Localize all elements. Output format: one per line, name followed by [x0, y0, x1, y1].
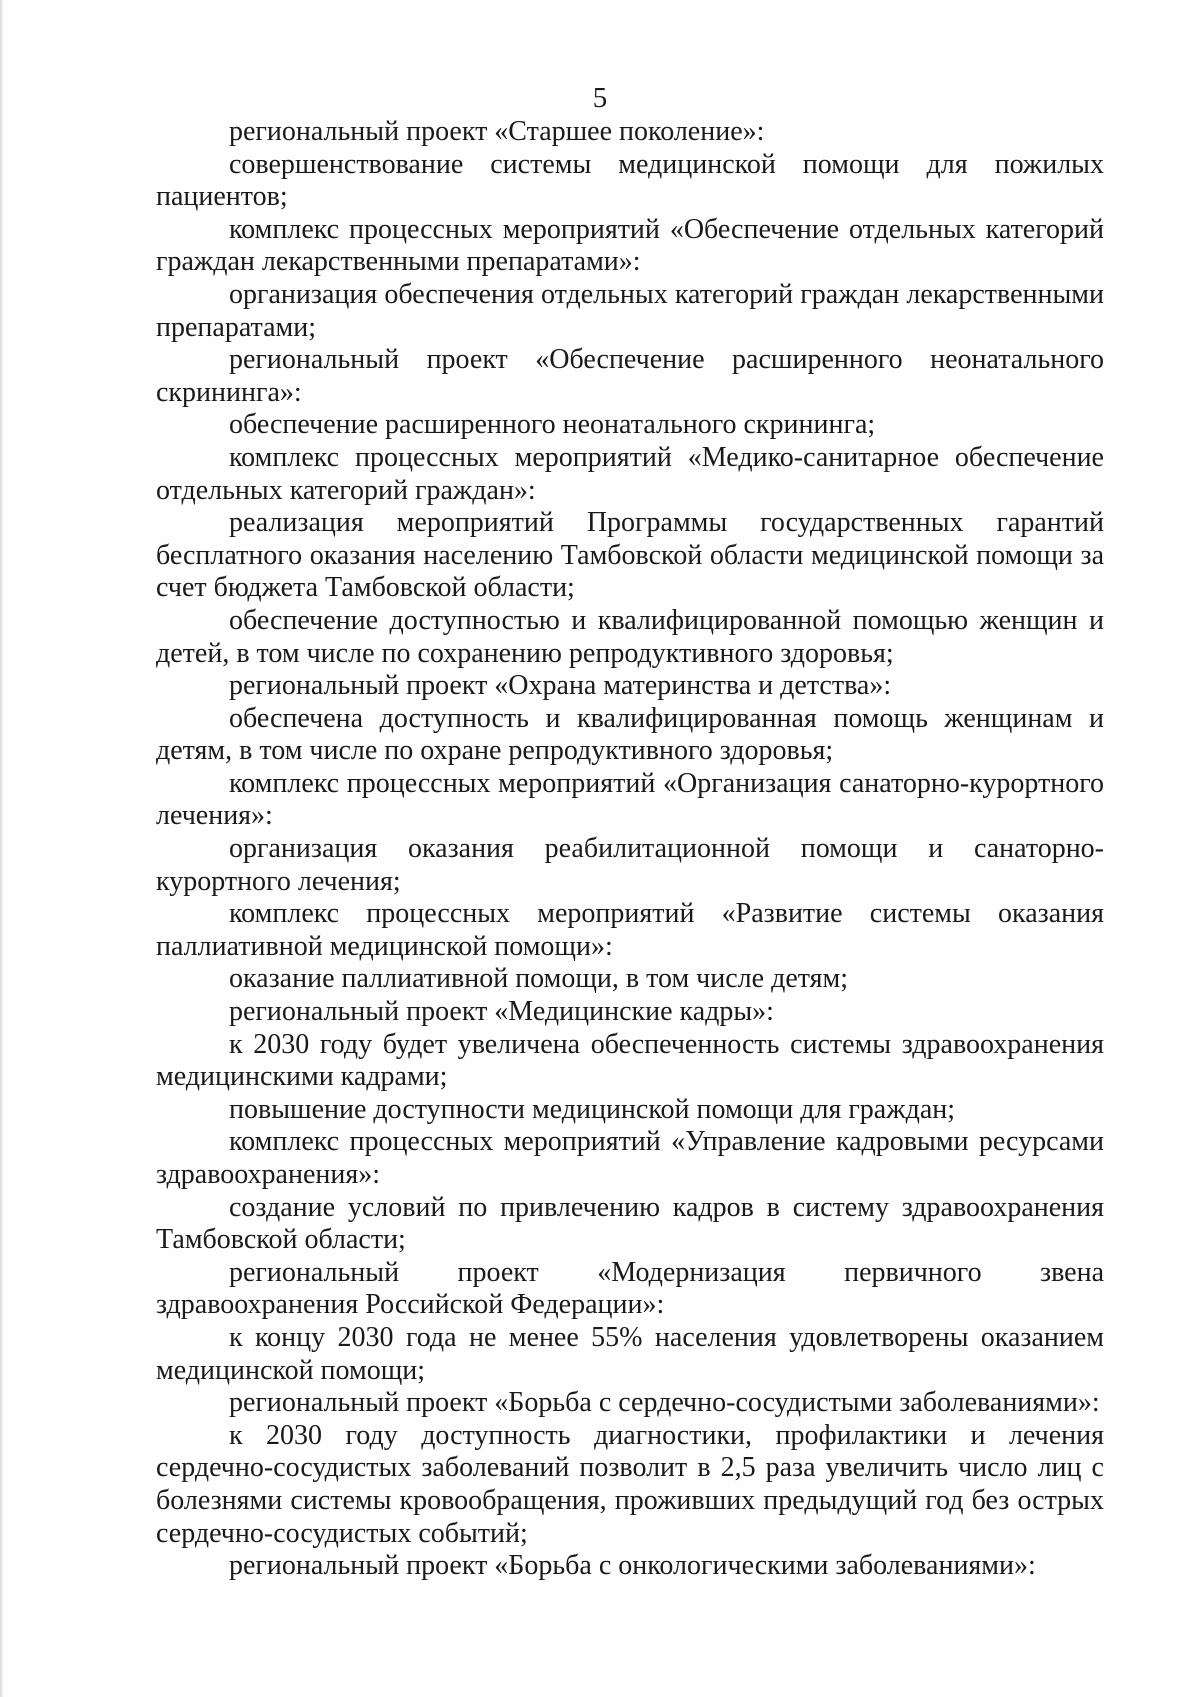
paragraph: комплекс процессных мероприятий «Обеспечение отдельных категорий граждан лекарственными препаратами»:: [156, 213, 1104, 278]
paragraph: комплекс процессных мероприятий «Управление кадровыми ресурсами здравоохранения»:: [156, 1126, 1104, 1190]
paragraph: региональный проект «Борьба с онкологическими заболеваниями»:: [229, 1550, 1036, 1582]
paragraph: региональный проект «Обеспечение расширенного неонатального скрининга»:: [156, 344, 1104, 408]
paragraph: комплекс процессных мероприятий «Организация санаторно-курортного лечения»:: [156, 767, 1104, 832]
paragraph: повышение доступности медицинской помощи для граждан;: [229, 1093, 956, 1125]
paragraph: комплекс процессных мероприятий «Развитие системы оказания паллиативной медицинской помощи»:: [156, 898, 1104, 962]
paragraph: региональный проект «Борьба с сердечно-сосудистыми заболеваниями»:: [229, 1387, 1100, 1419]
paragraph: оказание паллиативной помощи, в том числе детям;: [229, 963, 848, 995]
paragraph: региональный проект «Охрана материнства и детства»:: [229, 670, 892, 702]
paragraph: обеспечение расширенного неонатального скрининга;: [229, 409, 876, 441]
paragraph: реализация мероприятий Программы государственных гарантий бесплатного оказания населению Тамбовской области медицинской помощи за счет бюджета Тамбовской области;: [156, 507, 1104, 604]
paragraph: региональный проект «Старшее поколение»:: [229, 116, 765, 147]
page-number: 5: [592, 82, 608, 114]
paragraph: совершенствование системы медицинской помощи для пожилых пациентов;: [156, 148, 1104, 213]
paragraph: региональный проект «Медицинские кадры»:: [229, 996, 774, 1028]
document-body: [156, 116, 1104, 1583]
paragraph: организация обеспечения отдельных категорий граждан лекарственными препаратами;: [156, 278, 1104, 343]
paragraph: создание условий по привлечению кадров в систему здравоохранения Тамбовской области;: [156, 1191, 1104, 1256]
paragraph: к 2030 году будет увеличена обеспеченность системы здравоохранения медицинскими кадрами;: [156, 1028, 1104, 1093]
paragraph: обеспечена доступность и квалифицированная помощь женщинам и детям, в том числе по охране репродуктивного здоровья;: [156, 702, 1104, 767]
paragraph: к 2030 году доступность диагностики, профилактики и лечения сердечно-сосудистых заболеваний позволит в 2,5 раза увеличить число лиц с болезнями системы кровообращения, проживших предыдущий год без острых сердечно-сосудистых событий;: [156, 1419, 1104, 1549]
paragraph: региональный проект «Модернизация первичного звена здравоохранения Российской Федерации»:: [156, 1256, 1104, 1321]
paragraph: комплекс процессных мероприятий «Медико-санитарное обеспечение отдельных категорий граждан»:: [156, 441, 1104, 506]
paragraph: организация оказания реабилитационной помощи и санаторно-курортного лечения;: [156, 833, 1104, 897]
paragraph: обеспечение доступностью и квалифицированной помощью женщин и детей, в том числе по сохранению репродуктивного здоровья;: [156, 604, 1104, 669]
paragraph: к концу 2030 года не менее 55% населения удовлетворены оказанием медицинской помощи;: [156, 1321, 1104, 1386]
scan-edge-shadow: [0, 0, 4, 1697]
